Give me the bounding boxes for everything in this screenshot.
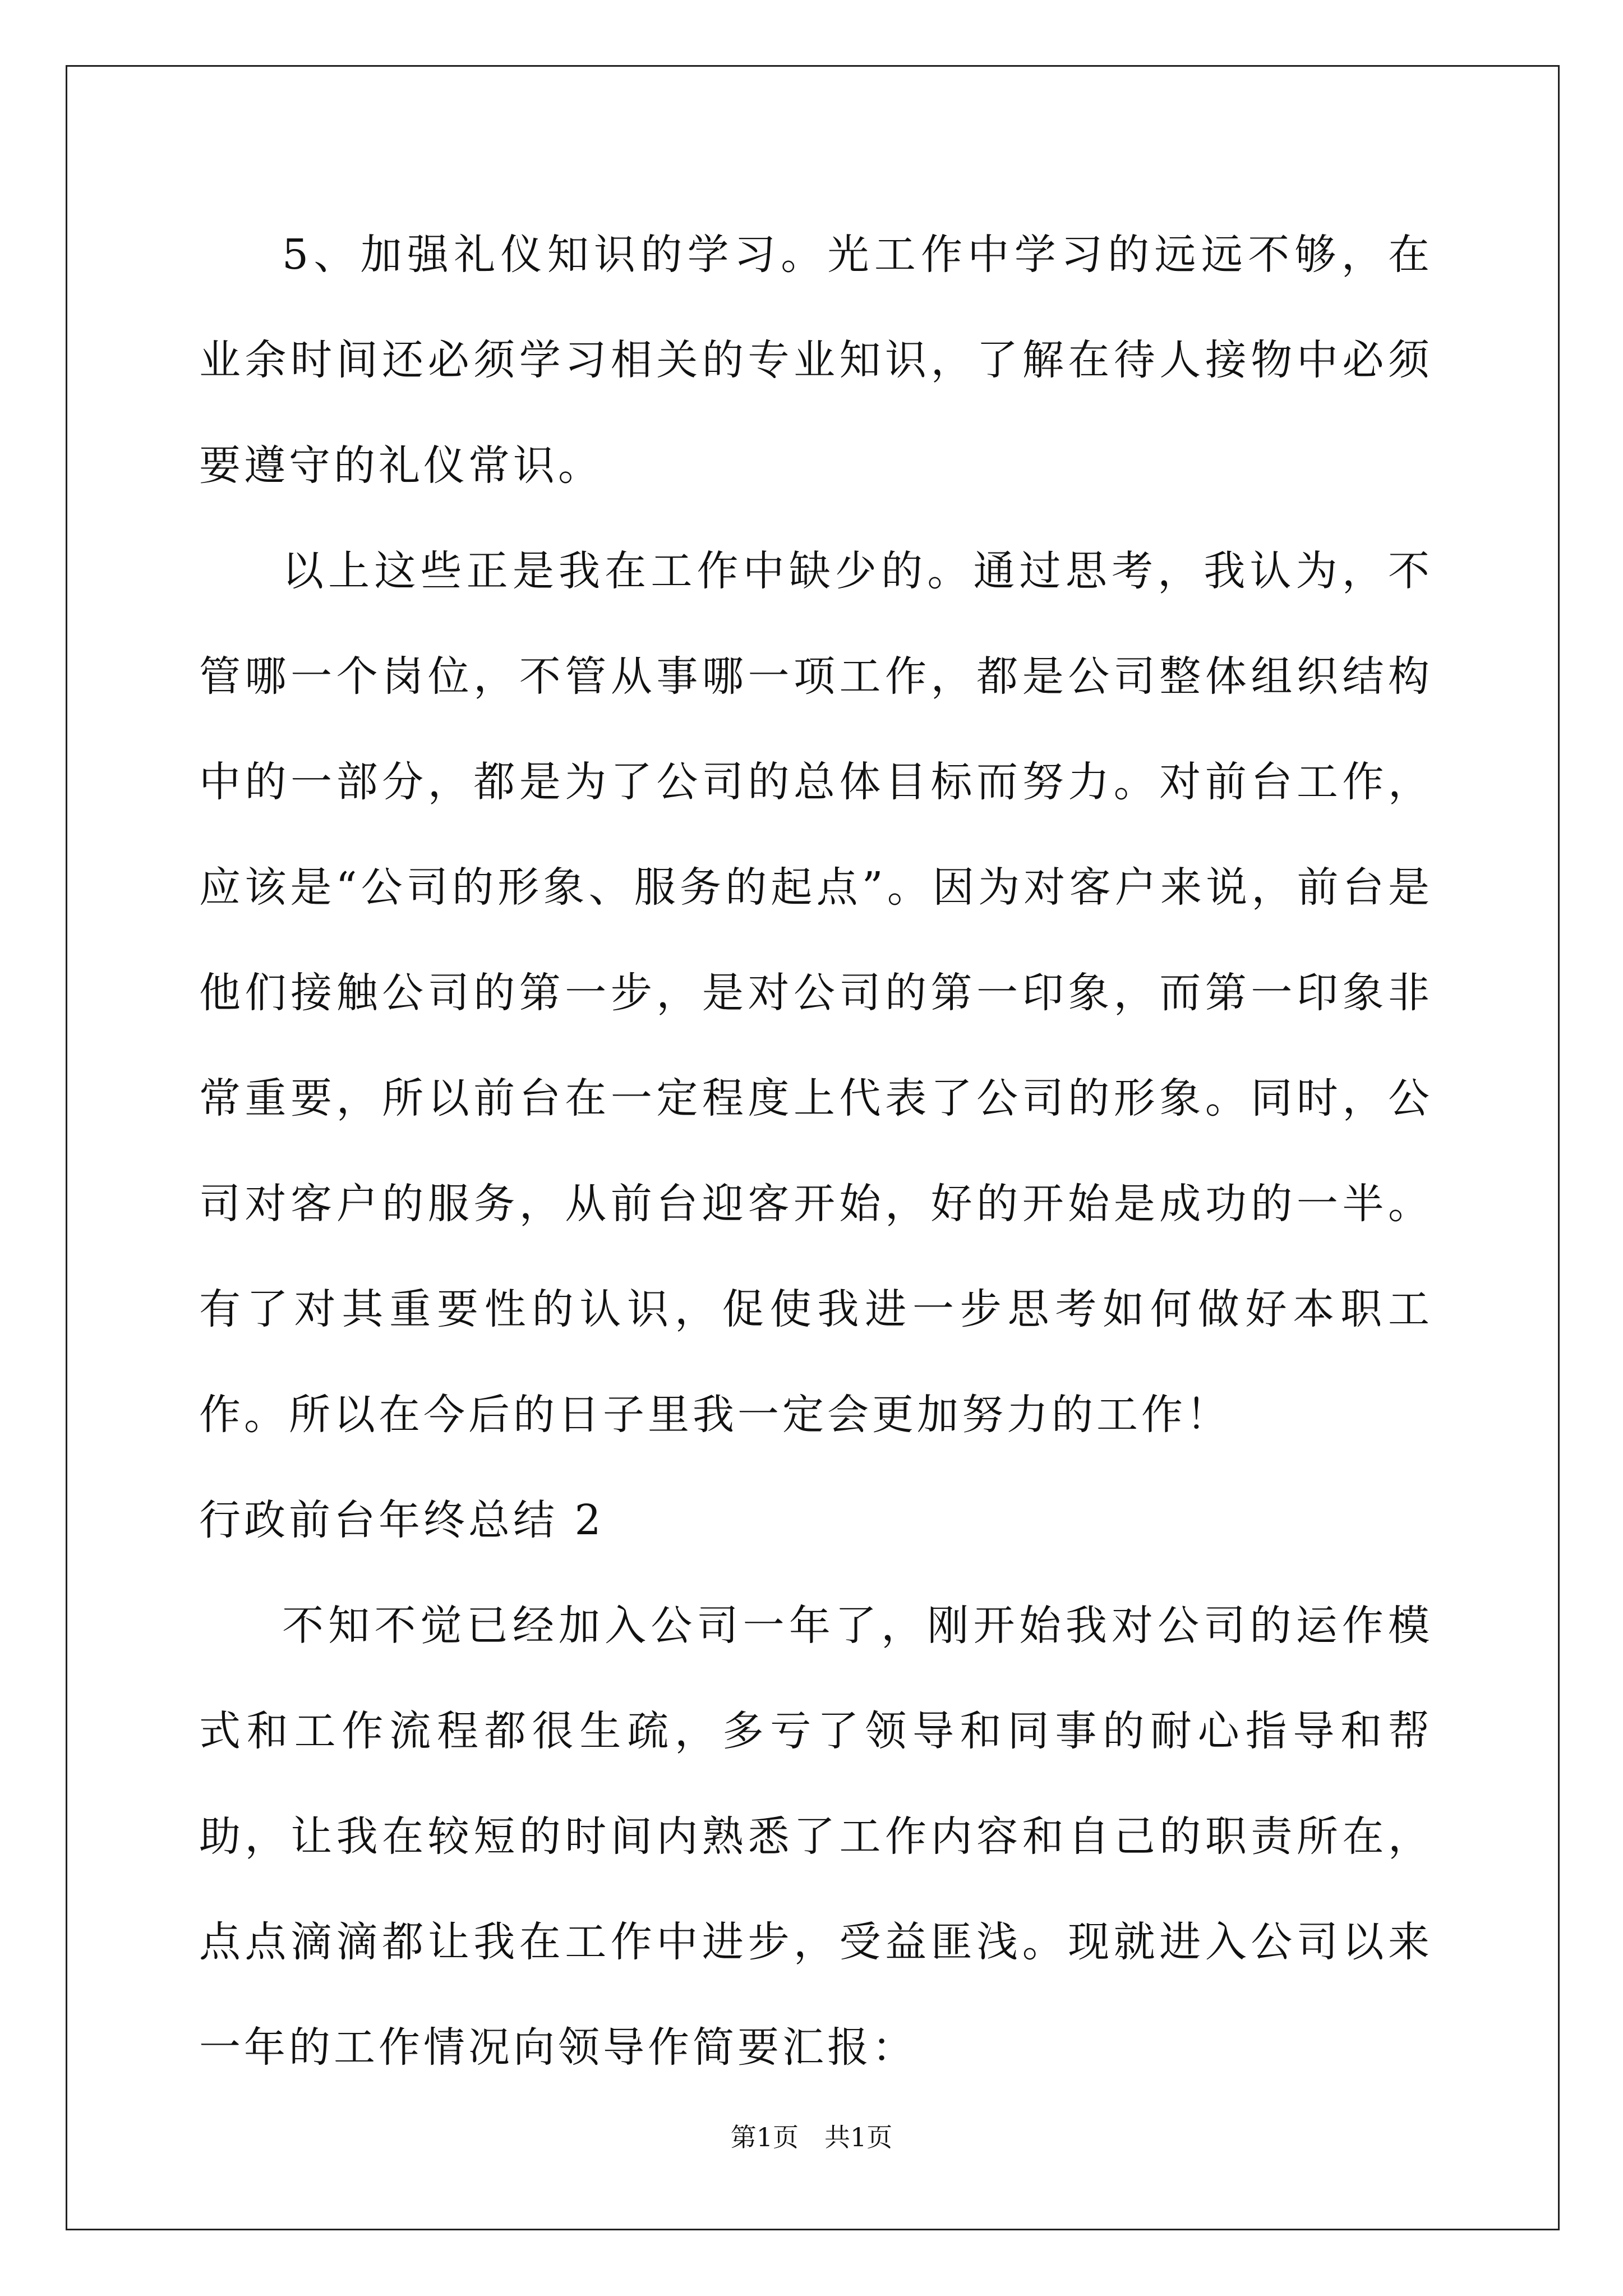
paragraph-front-desk-reflection: 以上这些正是我在工作中缺少的。通过思考，我认为，不管哪一个岗位，不管从事哪一项工作，都是公司整体组织结构中的一部分，都是为了公司的总体目标而努力。对前台工作，应该是“公司的形象、服务的起点”。因为对客户来说，前台是他们接触公司的第一步，是对公司的第一印象，而第一印象非常重要，所以前台在一定程度上代表了公司的形象。同时，公司对客户的服务，从前台迎客开始，好的开始是成功的一半。有了对其重要性的认识，促使我进一步思考如何做好本职工作。所以在今后的日子里我一定会更加努力的工作！	[199, 547, 1433, 1439]
page-number-total: 共1页	[824, 2122, 893, 2152]
document-body	[199, 202, 1433, 2100]
paragraph-etiquette-study: 5、加强礼仪知识的学习。光工作中学习的远远不够，在业余时间还必须学习相关的专业知识，了解在待人接物中必须要遵守的礼仪常识。	[199, 231, 1433, 490]
section-heading: 行政前台年终总结 2	[199, 1496, 605, 1544]
paragraph-year-summary-intro: 不知不觉已经加入公司一年了，刚开始我对公司的运作模式和工作流程都很生疏，多亏了领导和同事的耐心指导和帮助，让我在较短的时间内熟悉了工作内容和自己的职责所在，点点滴滴都让我在工作中进步，受益匪浅。现就进入公司以来一年的工作情况向领导作简要汇报：	[199, 1602, 1433, 2072]
page-number-current: 第1页	[730, 2122, 799, 2152]
page-footer	[0, 2120, 1623, 2154]
